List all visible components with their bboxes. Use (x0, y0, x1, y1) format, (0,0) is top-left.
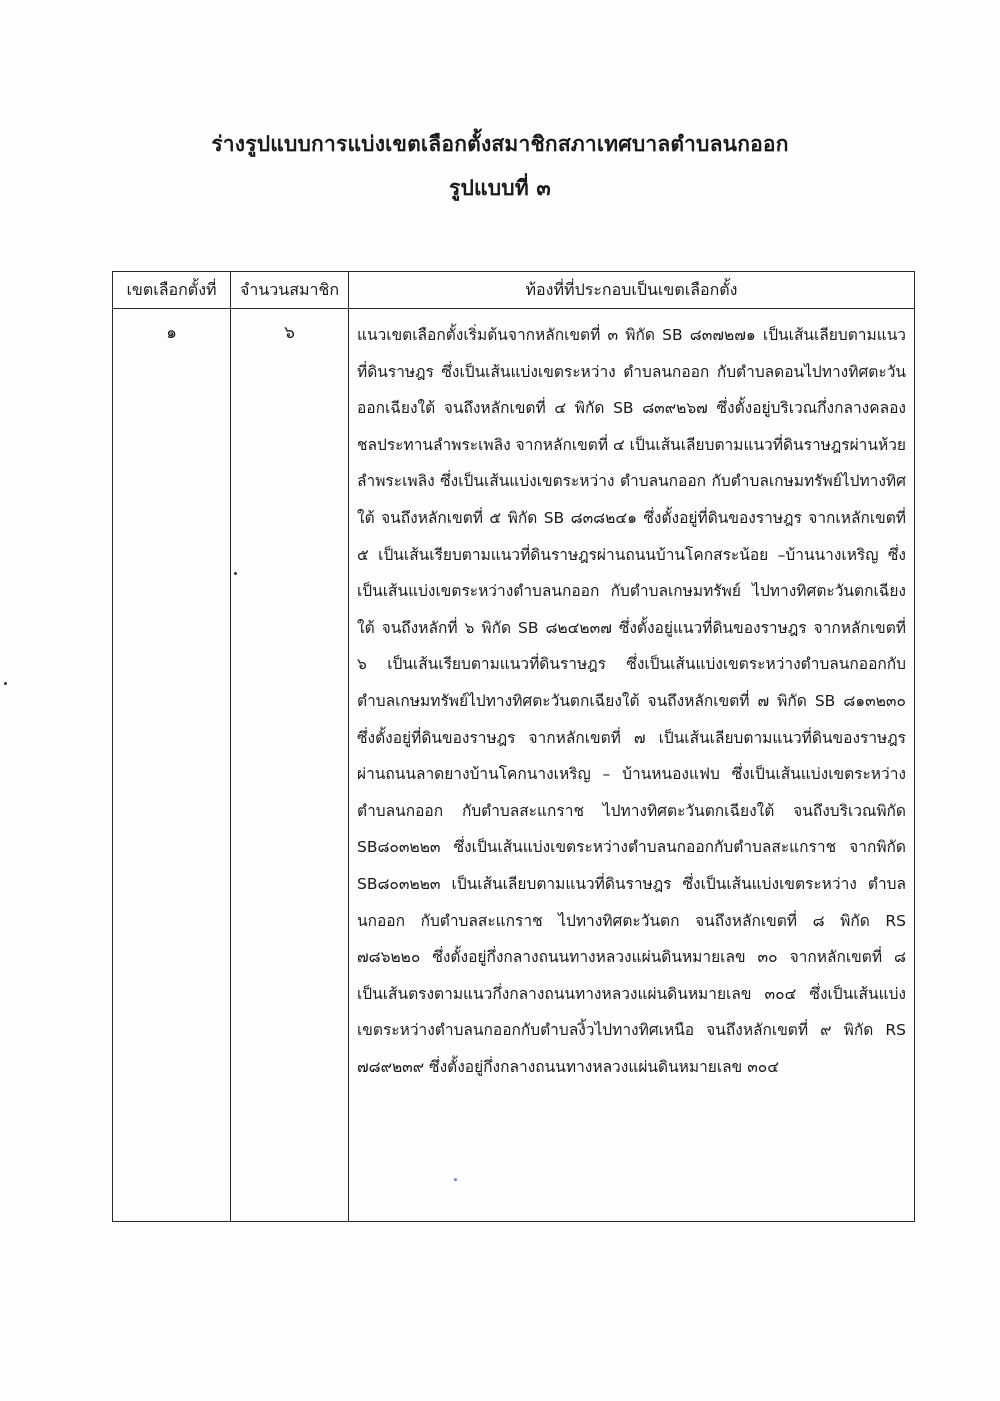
scan-speck (4, 682, 7, 685)
area-description-cell (349, 309, 915, 1222)
column-header-area: ท้องที่ที่ประกอบเป็นเขตเลือกตั้ง (349, 272, 915, 309)
district-table (112, 271, 915, 1222)
column-header-members: จำนวนสมาชิก (231, 272, 349, 309)
scan-speck (454, 1178, 457, 1181)
table-header-row (113, 272, 915, 309)
document-subtitle: รูปแบบที่ ๓ (449, 176, 551, 200)
district-number-cell: ๑ (113, 309, 231, 1222)
column-header-district: เขตเลือกตั้งที่ (113, 272, 231, 309)
table-row (113, 309, 915, 1222)
area-description-text: แนวเขตเลือกตั้งเริ่มต้นจากหลักเขตที่ ๓ พิกัด SB ๘๓๗๒๗๑ เป็นเส้นเลียบตามแนวที่ดินราษฎร ซึ่งเป็นเส้นแบ่งเขตระหว่าง ตำบลนกออก กับตำบลดอนไปทางทิศตะวันออกเฉียงใต้ จนถึงหลักเขตที่ ๔ พิกัด SB ๘๓๙๒๖๗ ซึ่งตั้งอยู่บริเวณกึ่งกลางคลองชลประทานลำพระเพลิง จากหลักเขตที่ ๔ เป็นเส้นเลียบตามแนวที่ดินราษฎรผ่านห้วยลำพระเพลิง ซึ่งเป็นเส้นแบ่งเขตระหว่าง ตำบลนกออก กับตำบลเกษมทรัพย์ไปทางทิศใต้ จนถึงหลักเขตที่ ๕ พิกัด SB ๘๓๘๒๔๑ ซึ่งตั้งอยู่ที่ดินของราษฎร จากเหลักเขตที่ ๕ เป็นเส้นเรียบตามแนวที่ดินราษฎรผ่านถนนบ้านโคกสระน้อย –บ้านนางเหริญ ซึ่งเป็นเส้นแบ่งเขตระหว่างตำบลนกออก กับตำบลเกษมทรัพย์ ไปทางทิศตะวันตกเฉียงใต้ จนถึงหลักที่ ๖ พิกัด SB ๘๒๔๒๓๗ ซึ่งตั้งอยู่แนวที่ดินของราษฎร จากหลักเขตที่ ๖ เป็นเส้นเรียบตามแนวที่ดินราษฎร ซึ่งเป็นเส้นแบ่งเขตระหว่างตำบลนกออกกับตำบลเกษมทรัพย์ไปทางทิศตะวันตกเฉียงใต้ จนถึงหลักเขตที่ ๗ พิกัด SB ๘๑๓๒๓๐ ซึ่งตั้งอยู่ที่ดินของราษฎร จากหลักเขตที่ ๗ เป็นเส้นเลียบตามแนวที่ดินของราษฎร ผ่านถนนลาดยางบ้านโคกนางเหริญ – บ้านหนองแฟบ ซึ่งเป็นเส้นแบ่งเขตระหว่างตำบลนกออก กับตำบลสะแกราช ไปทางทิศตะวันตกเฉียงใต้ จนถึงบริเวณพิกัด SB๘๐๓๒๒๓ ซึ่งเป็นเส้นแบ่งเขตระหว่างตำบลนกออกกับตำบลสะแกราช จากพิกัด SB๘๐๓๒๒๓ เป็นเส้นเลียบตามแนวที่ดินราษฎร ซึ่งเป็นเส้นแบ่งเขตระหว่าง ตำบลนกออก กับตำบลสะแกราช ไปทางทิศตะวันตก จนถึงหลักเขตที่ ๘ พิกัด RS ๗๘๖๒๒๐ ซึ่งตั้งอยู่กึ่งกลางถนนทางหลวงแผ่นดินหมายเลข ๓๐ จากหลักเขตที่ ๘ เป็นเส้นตรงตามแนวกึ่งกลางถนนทางหลวงแผ่นดินหมายเลข ๓๐๔ ซึ่งเป็นเส้นแบ่งเขตระหว่างตำบลนกออกกับตำบลงิ้วไปทางทิศเหนือ จนถึงหลักเขตที่ ๙ พิกัด RS ๗๘๙๒๓๙ ซึ่งตั้งอยู่กึ่งกลางถนนทางหลวงแผ่นดินหมายเลข ๓๐๔ (357, 326, 906, 1076)
scan-speck (234, 572, 237, 575)
document-title: ร่างรูปแบบการแบ่งเขตเลือกตั้งสมาชิกสภาเทศบาลตำบลนกออก (211, 132, 789, 156)
member-count-cell: ๖ (231, 309, 349, 1222)
